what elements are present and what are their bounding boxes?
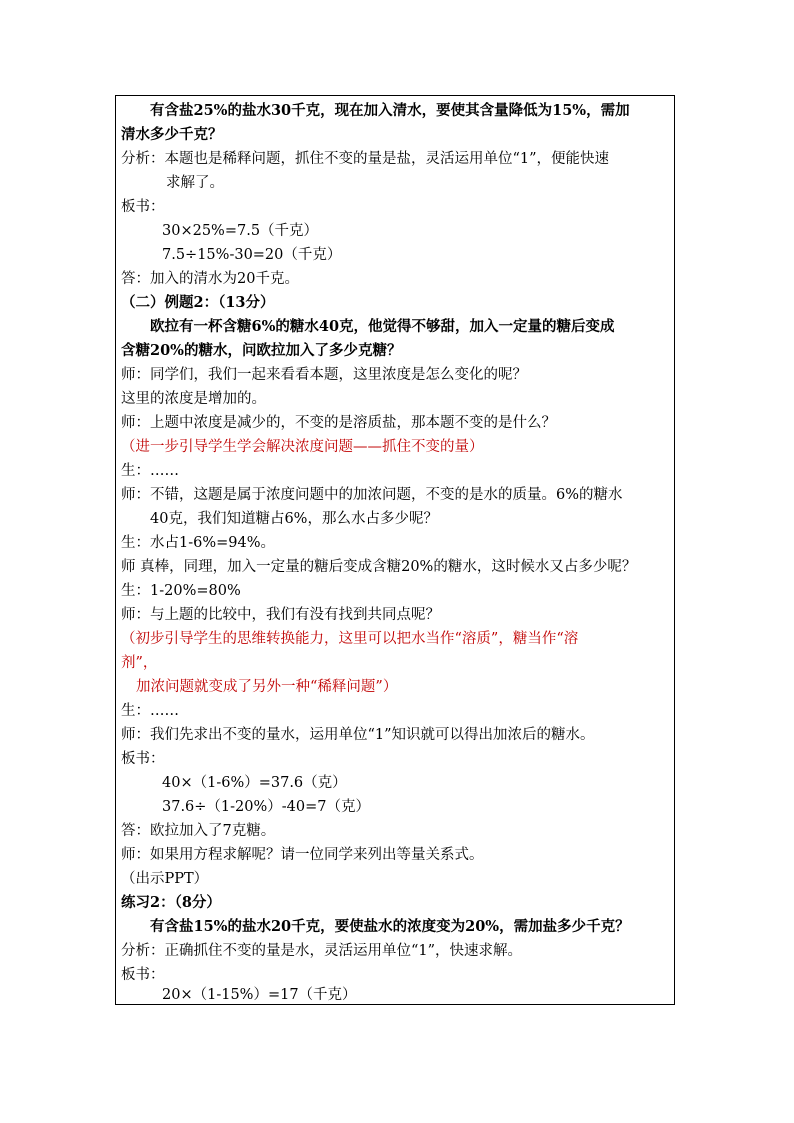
ppt-note: （出示PPT） xyxy=(121,871,209,887)
section-example-2-heading: （二）例题2：（13分） xyxy=(121,294,275,311)
teacher-line-5: 师：与上题的比较中，我们有没有找到共同点呢？ xyxy=(121,607,440,623)
problem-1-line-2: 清水多少千克？ xyxy=(121,126,223,143)
example-2-line-2: 含糖20%的糖水，问欧拉加入了多少克糖？ xyxy=(121,342,402,359)
teacher-line-7: 师：如果用方程求解呢？请一位同学来列出等量关系式。 xyxy=(121,847,484,863)
teacher-line-6: 师：我们先求出不变的量水，运用单位“1”知识就可以得出加浓后的糖水。 xyxy=(121,727,595,743)
analysis-3: 分析：正确抓住不变的量是水，灵活运用单位“1”，快速求解。 xyxy=(121,943,523,959)
board-label-1: 板书： xyxy=(121,199,165,215)
lesson-plan-box xyxy=(115,95,675,1005)
teacher-line-3a: 师：不错，这题是属于浓度问题中的加浓问题，不变的是水的质量。6%的糖水 xyxy=(121,487,623,503)
board-1-step-1: 30×25%=7.5（千克） xyxy=(162,223,319,239)
student-line-3: 生：1-20%=80% xyxy=(121,583,241,599)
teacher-line-1: 师：同学们，我们一起来看看本题，这里浓度是怎么变化的呢？ xyxy=(121,367,527,383)
teacher-line-3b: 40克，我们知道糖占6%，那么水占多少呢？ xyxy=(150,511,438,527)
board-1-step-2: 7.5÷15%-30=20（千克） xyxy=(162,247,342,263)
board-label-2: 板书： xyxy=(121,751,165,767)
guidance-note-2b: 剂”， xyxy=(121,655,158,671)
guidance-note-2c: 加浓问题就变成了另外一种“稀释问题”） xyxy=(136,679,398,695)
problem-1-line-1: 有含盐25%的盐水30千克，现在加入清水，要使其含量降低为15%，需加 xyxy=(150,102,630,119)
board-3-step-1: 20×（1-15%）=17（千克） xyxy=(162,987,357,1003)
answer-2: 答：欧拉加入了7克糖。 xyxy=(121,823,276,839)
guidance-note-1: （进一步引导学生学会解决浓度问题——抓住不变的量） xyxy=(121,439,484,455)
student-line-1: 生：…… xyxy=(121,463,179,479)
teacher-line-4: 师 真棒，同理，加入一定量的糖后变成含糖20%的糖水，这时候水又占多少呢？ xyxy=(121,559,637,575)
teacher-line-2: 师：上题中浓度是减少的，不变的是溶质盐，那本题不变的是什么？ xyxy=(121,415,556,431)
answer-1: 答：加入的清水为20千克。 xyxy=(121,271,299,287)
board-label-3: 板书： xyxy=(121,967,165,983)
analysis-1-line-1: 分析：本题也是稀释问题，抓住不变的量是盐，灵活运用单位“1”，便能快速 xyxy=(121,151,610,167)
board-2-step-2: 37.6÷（1-20%）-40=7（克） xyxy=(162,799,371,815)
student-line-2: 生：水占1-6%=94%。 xyxy=(121,535,276,551)
example-2-line-1: 欧拉有一杯含糖6%的糖水40克，他觉得不够甜，加入一定量的糖后变成 xyxy=(150,318,615,335)
analysis-1-line-2: 求解了。 xyxy=(166,175,224,191)
concentration-note: 这里的浓度是增加的。 xyxy=(121,391,266,407)
exercise-2-heading: 练习2：（8分） xyxy=(121,894,221,911)
exercise-2-problem: 有含盐15%的盐水20千克，要使盐水的浓度变为20%，需加盐多少千克？ xyxy=(150,918,630,935)
board-2-step-1: 40×（1-6%）=37.6（克） xyxy=(162,775,347,791)
guidance-note-2a: （初步引导学生的思维转换能力，这里可以把水当作“溶质”，糖当作“溶 xyxy=(121,631,579,647)
student-line-4: 生：…… xyxy=(121,703,179,719)
